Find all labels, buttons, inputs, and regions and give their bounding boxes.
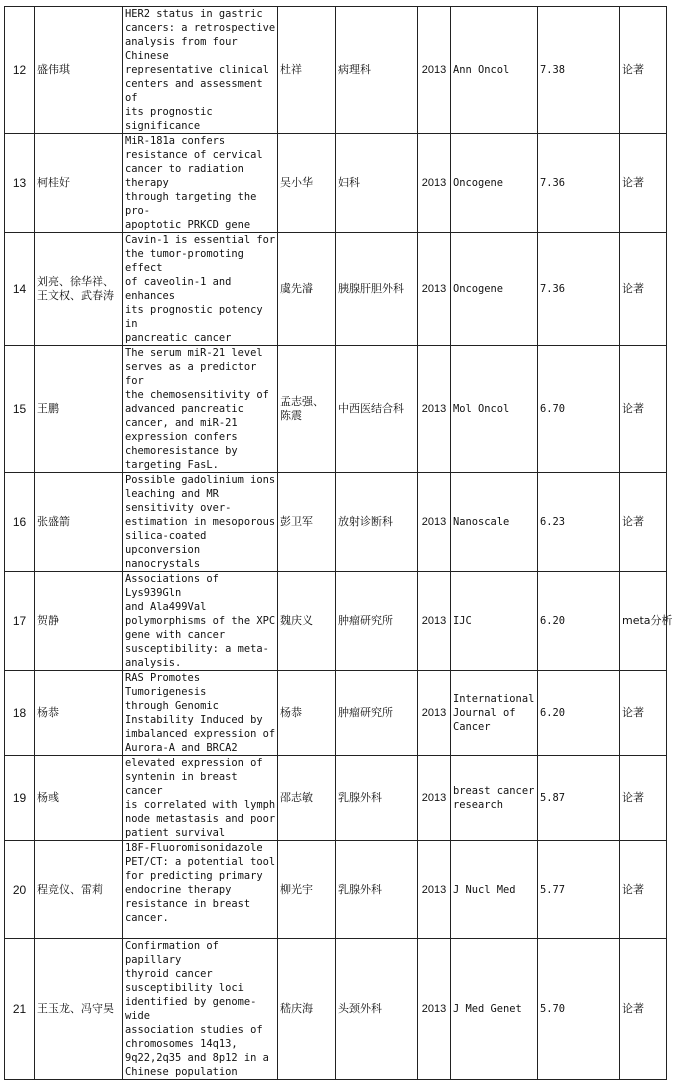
- department-cell: 妇科: [336, 134, 418, 233]
- title-line: resistance in breast: [125, 898, 251, 910]
- table-row: [5, 841, 667, 939]
- year-cell: 2013: [418, 134, 451, 233]
- title-line: its prognostic: [125, 106, 213, 118]
- title-line: the tumor-promoting effect: [125, 248, 251, 274]
- title-cell: [123, 939, 278, 1080]
- impact-factor-cell: 6.20: [538, 572, 620, 671]
- title-line: and Ala499Val: [125, 601, 207, 613]
- article-type-cell: 论著: [620, 756, 667, 841]
- year-cell: 2013: [418, 572, 451, 671]
- year-cell: 2013: [418, 346, 451, 473]
- mentor-cell: 邵志敏: [278, 756, 336, 841]
- department-cell: 头颈外科: [336, 939, 418, 1080]
- department-cell: 病理科: [336, 7, 418, 134]
- title-line: therapy: [125, 177, 169, 189]
- year-cell: 2013: [418, 671, 451, 756]
- department-cell: 肿瘤研究所: [336, 671, 418, 756]
- title-line: through Genomic: [125, 700, 219, 712]
- row-number: 20: [5, 841, 35, 939]
- title-line: cancer to radiation: [125, 163, 244, 175]
- title-cell: [123, 473, 278, 572]
- department-cell: 乳腺外科: [336, 756, 418, 841]
- table-row: [5, 7, 667, 134]
- title-line: 9q22,2q35 and 8p12 in a: [125, 1052, 269, 1064]
- title-line: 18F-Fluoromisonidazole: [125, 842, 263, 854]
- title-line: representative clinical: [125, 64, 269, 76]
- author-cell: 贺静: [35, 572, 123, 671]
- author-cell: 王鹏: [35, 346, 123, 473]
- journal-cell: International Journal of Cancer: [451, 671, 538, 756]
- department-cell: 乳腺外科: [336, 841, 418, 939]
- title-line: patient survival: [125, 827, 226, 839]
- journal-cell: J Med Genet: [451, 939, 538, 1080]
- article-type-cell: 论著: [620, 233, 667, 346]
- title-line: leaching and MR: [125, 488, 219, 500]
- author-cell: 盛伟琪: [35, 7, 123, 134]
- title-cell: [123, 346, 278, 473]
- mentor-cell: 孟志强、陈震: [278, 346, 336, 473]
- title-line: the chemosensitivity of: [125, 389, 269, 401]
- article-type-cell: 论著: [620, 671, 667, 756]
- impact-factor-cell: 7.36: [538, 134, 620, 233]
- table-row: [5, 346, 667, 473]
- table-row: [5, 473, 667, 572]
- title-line: significance: [125, 120, 201, 132]
- title-line: cancer, and miR-21: [125, 417, 238, 429]
- title-cell: [123, 671, 278, 756]
- year-cell: 2013: [418, 473, 451, 572]
- mentor-cell: 杜祥: [278, 7, 336, 134]
- title-line: resistance of cervical: [125, 149, 263, 161]
- row-number: 18: [5, 671, 35, 756]
- year-cell: 2013: [418, 841, 451, 939]
- journal-cell: Oncogene: [451, 134, 538, 233]
- title-line: elevated expression of: [125, 757, 263, 769]
- table-row: [5, 671, 667, 756]
- title-line: chemoresistance by: [125, 445, 238, 457]
- year-cell: 2013: [418, 939, 451, 1080]
- title-line: Aurora-A and BRCA2: [125, 742, 238, 754]
- title-line: pancreatic cancer: [125, 332, 232, 344]
- title-cell: [123, 756, 278, 841]
- title-line: gene with cancer: [125, 629, 226, 641]
- impact-factor-cell: 5.87: [538, 756, 620, 841]
- title-line: HER2 status in gastric: [125, 8, 263, 20]
- title-line: association studies of: [125, 1024, 263, 1036]
- title-line: is correlated with lymph: [125, 799, 276, 811]
- mentor-cell: 嵇庆海: [278, 939, 336, 1080]
- mentor-cell: 魏庆义: [278, 572, 336, 671]
- title-line: imbalanced expression of: [125, 728, 276, 740]
- title-line: for predicting primary: [125, 870, 263, 882]
- title-line: advanced pancreatic: [125, 403, 244, 415]
- title-line: expression confers: [125, 431, 238, 443]
- mentor-cell: 虞先濬: [278, 233, 336, 346]
- row-number: 14: [5, 233, 35, 346]
- title-line: analysis from four Chinese: [125, 36, 244, 62]
- department-cell: 肿瘤研究所: [336, 572, 418, 671]
- article-type-cell: 论著: [620, 134, 667, 233]
- department-cell: 中西医结合科: [336, 346, 418, 473]
- title-cell: [123, 7, 278, 134]
- title-line: Cavin-1 is essential for: [125, 234, 276, 246]
- title-line: thyroid cancer: [125, 968, 213, 980]
- author-cell: 刘亮、徐华祥、王文权、武春涛: [35, 233, 123, 346]
- author-cell: 张盛箭: [35, 473, 123, 572]
- article-type-cell: 论著: [620, 346, 667, 473]
- title-line: sensitivity over-: [125, 502, 232, 514]
- journal-cell: J Nucl Med: [451, 841, 538, 939]
- journal-cell: breast cancer research: [451, 756, 538, 841]
- author-cell: 杨恭: [35, 671, 123, 756]
- title-line: estimation in mesoporous: [125, 516, 276, 528]
- title-line: through targeting the pro-: [125, 191, 263, 217]
- department-cell: 放射诊断科: [336, 473, 418, 572]
- impact-factor-cell: 5.70: [538, 939, 620, 1080]
- row-number: 21: [5, 939, 35, 1080]
- impact-factor-cell: 6.20: [538, 671, 620, 756]
- journal-cell: Nanoscale: [451, 473, 538, 572]
- row-number: 19: [5, 756, 35, 841]
- table-row: [5, 939, 667, 1080]
- table-row: [5, 233, 667, 346]
- impact-factor-cell: 5.77: [538, 841, 620, 939]
- author-cell: 王玉龙、冯守昊: [35, 939, 123, 1080]
- title-line: centers and assessment of: [125, 78, 269, 104]
- article-type-cell: 论著: [620, 7, 667, 134]
- title-line: MiR-181a confers: [125, 135, 226, 147]
- mentor-cell: 彭卫军: [278, 473, 336, 572]
- publication-table: [4, 6, 673, 1080]
- title-line: silica-coated upconversion: [125, 530, 213, 556]
- title-line: susceptibility: a meta-: [125, 643, 269, 655]
- article-type-cell: 论著: [620, 841, 667, 939]
- title-line: polymorphisms of the XPC: [125, 615, 276, 627]
- title-line: The serum miR-21 level: [125, 347, 263, 359]
- title-line: Possible gadolinium ions: [125, 474, 276, 486]
- title-line: susceptibility loci: [125, 982, 244, 994]
- journal-cell: Oncogene: [451, 233, 538, 346]
- author-cell: 杨彧: [35, 756, 123, 841]
- year-cell: 2013: [418, 756, 451, 841]
- title-line: of caveolin-1 and enhances: [125, 276, 238, 302]
- title-line: nanocrystals: [125, 558, 201, 570]
- title-line: Instability Induced by: [125, 714, 263, 726]
- title-line: targeting FasL.: [125, 459, 219, 471]
- table-row: [5, 134, 667, 233]
- title-line: endocrine therapy: [125, 884, 232, 896]
- title-line: Associations of Lys939Gln: [125, 573, 226, 599]
- title-line: syntenin in breast cancer: [125, 771, 244, 797]
- article-type-cell: 论著: [620, 939, 667, 1080]
- title-cell: [123, 572, 278, 671]
- row-number: 12: [5, 7, 35, 134]
- title-line: apoptotic PRKCD gene: [125, 219, 251, 231]
- title-line: node metastasis and poor: [125, 813, 276, 825]
- mentor-cell: 杨恭: [278, 671, 336, 756]
- title-cell: [123, 134, 278, 233]
- article-type-cell: 论著: [620, 473, 667, 572]
- row-number: 13: [5, 134, 35, 233]
- author-cell: 程竞仪、雷莉: [35, 841, 123, 939]
- title-line: cancers: a retrospective: [125, 22, 276, 34]
- department-cell: 胰腺肝胆外科: [336, 233, 418, 346]
- title-line: Confirmation of papillary: [125, 940, 226, 966]
- title-line: identified by genome-wide: [125, 996, 257, 1022]
- journal-cell: Mol Oncol: [451, 346, 538, 473]
- impact-factor-cell: 6.70: [538, 346, 620, 473]
- table-row: [5, 572, 667, 671]
- title-line: Chinese population: [125, 1066, 238, 1078]
- impact-factor-cell: 7.36: [538, 233, 620, 346]
- title-line: PET/CT: a potential tool: [125, 856, 276, 868]
- title-cell: [123, 841, 278, 939]
- impact-factor-cell: 6.23: [538, 473, 620, 572]
- row-number: 17: [5, 572, 35, 671]
- title-line: serves as a predictor for: [125, 361, 263, 387]
- title-line: RAS Promotes Tumorigenesis: [125, 672, 207, 698]
- title-line: analysis.: [125, 657, 182, 669]
- title-line: its prognostic potency in: [125, 304, 269, 330]
- title-line: chromosomes 14q13,: [125, 1038, 238, 1050]
- title-line: cancer.: [125, 912, 169, 924]
- journal-cell: IJC: [451, 572, 538, 671]
- table-row: [5, 756, 667, 841]
- year-cell: 2013: [418, 233, 451, 346]
- row-number: 16: [5, 473, 35, 572]
- author-cell: 柯桂好: [35, 134, 123, 233]
- article-type-cell: meta分析: [620, 572, 667, 671]
- row-number: 15: [5, 346, 35, 473]
- mentor-cell: 吴小华: [278, 134, 336, 233]
- journal-cell: Ann Oncol: [451, 7, 538, 134]
- impact-factor-cell: 7.38: [538, 7, 620, 134]
- year-cell: 2013: [418, 7, 451, 134]
- mentor-cell: 柳光宇: [278, 841, 336, 939]
- title-cell: [123, 233, 278, 346]
